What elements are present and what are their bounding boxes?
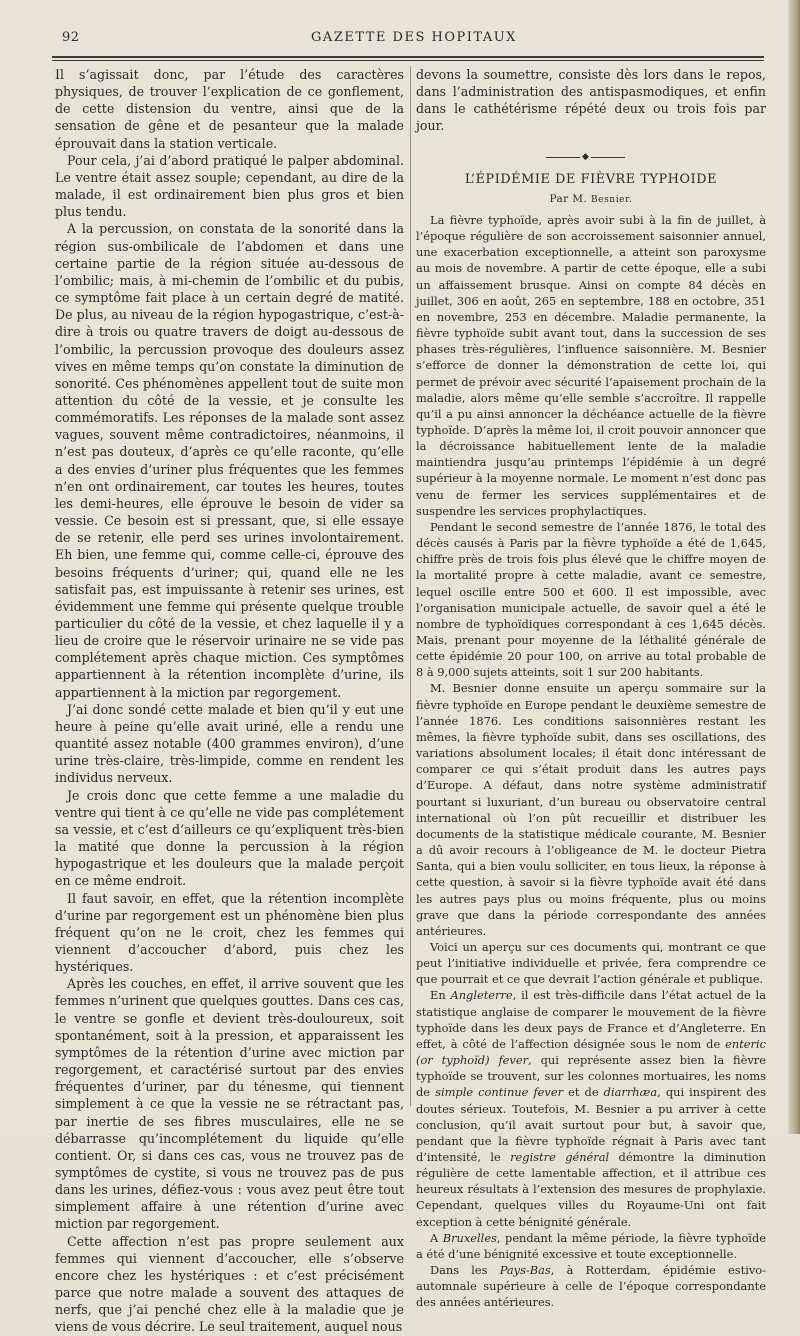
paragraph: Pour cela, j’ai d’abord pratiqué le palper abdominal. Le ventre était assez souple; cependant, au dire de la malade, il est ordinairement bien plus gros et bien plus tendu. [55, 152, 404, 220]
paragraph: Je crois donc que cette femme a une maladie du ventre qui tient à ce qu’elle ne vide pas complétement sa vessie, et c’est d’ailleurs ce qu’expliquent très-bien la matité que donne la percussion à la région hypogastrique et les douleurs que la malade perçoit en ce même endroit. [55, 787, 404, 889]
right-column [416, 66, 766, 1311]
article-title: L’ÉPIDÉMIE DE FIÈVRE TYPHOIDE [464, 171, 718, 187]
header-rule-thick [52, 56, 764, 58]
text-run: , à Rotterdam, épidémie estivo-automnale supérieure à celle de l’époque correspondante des années antérieures. [416, 1263, 767, 1310]
paragraph: J’ai donc sondé cette malade et bien qu’il y eut une heure à peine qu’elle avait uriné, elle a rendu une quantité assez notable (400 grammes environ), d’une urine très-claire, très-limpide, comme en rendent les individus nerveux. [55, 701, 404, 786]
paragraph-lowlands [416, 1262, 766, 1310]
article-byline [416, 191, 766, 208]
paragraph: Cette affection n’est pas propre seulement aux femmes qui viennent d’accoucher, elle s’observe encore chez les hystériques : et c’est précisément parce que notre malade a souvent des attaques de nerfs, que j’ai penché chez elle à la maladie que je viens de vous décrire. Le seul traitement, auquel nous [55, 1233, 404, 1335]
paragraph: Il s’agissait donc, par l’étude des caractères physiques, de trouver l’explication de ce gonflement, de cette distension du ventre, ainsi que de la sensation de gêne et de pesanteur que la malade éprouvait dans la station verticale. [55, 67, 404, 151]
page-header [52, 30, 776, 52]
paragraph: Pendant le second semestre de l’année 1876, le total des décès causés à Paris par la fièvre typhoïde a été de 1,645, chiffre près de trois fois plus élevé que le chiffre moyen de la mortalité propre à cette maladie, avant ce semestre, lequel oscille entre 500 et 600. Il est impossible, avec l’organisation municipale actuelle, de savoir quel a été le nombre de typhoïdiques correspondant à ces 1,645 décès. Mais, prenant pour moyenne de la léthalité générale de cette épidémie 20 pour 100, on arrive au total probable de 8 à 9,000 sujets atteints, soit 1 sur 200 habitants. [416, 519, 766, 680]
column-divider [410, 66, 411, 1106]
page-number: 92 [62, 30, 80, 45]
text-run: démontre la diminution régulière de cette lamentable affection, et il attribue ces heureux résultats à l’extension des mesures de prophylaxie. Cependant, quelques villes du Royaume-Uni ont fait exception à cette bénignité générale. [416, 1150, 766, 1229]
text-run: et de [563, 1085, 604, 1100]
text-run: , il est très-difficile dans l’état actuel de la statistique anglaise de comparer le mouvement de la fièvre typhoïde dans les deux pays de France et d’Angleterre. En effet, à côté de l’affection désignée sous le nom de [416, 988, 766, 1051]
byline-prefix: Par M. [549, 192, 588, 205]
header-rule-thin [52, 60, 764, 61]
continuation-paragraph: devons la soumettre, consiste dès lors dans le repos, dans l’administration des antispasmodiques, et enfin dans le cathétérisme répété deux ou trois fois par jour. [416, 67, 766, 134]
left-column [55, 66, 404, 1336]
separator-line [546, 157, 580, 158]
term: registre général [510, 1150, 610, 1164]
paragraph: Il faut savoir, en effet, que la rétention incomplète d’urine par regorgement est un phénomène bien plus fréquent qu’on ne le croit, chez les femmes qui viennent d’accoucher d’abord, puis chez les hystériques. [55, 890, 404, 975]
book-spine-edge [788, 0, 800, 1134]
paragraph: Après les couches, en effet, il arrive souvent que les femmes n’urinent que quelques gouttes. Dans ces cas, le ventre se gonfle et devient très-douloureux, soit spontanément, soit à la pression, et apparaissent les symptômes de la rétention d’urine avec miction par regorgement, et caractérisé surtout par des envies fréquentes d’uriner, par du ténesme, qui tiennent simplement à ce que la vessie ne se rétractant pas, par inertie de ses fibres musculaires, elle ne se débarrasse qu’incomplétement du liquide qu’elle contient. Or, si dans ces cas, vous ne trouvez pas de symptômes de cystite, si vous ne trouvez pas de pus dans les urines, défiez-vous : vous avez peut être tout simplement affaire à une rétention d’urine avec miction par regorgement. [55, 976, 404, 1232]
paragraph-england [416, 987, 766, 1229]
place-name: Bruxelles [442, 1230, 497, 1245]
section-separator [416, 152, 766, 162]
diamond-ornament-icon: ◆ [582, 151, 589, 162]
term: diarrhæa [603, 1085, 658, 1100]
text-run: , qui inspirent des doutes sérieux. Toutefois, M. Besnier a pu arriver à cette conclusion, qu’il avait surtout pour but, à savoir que, pendant que la fièvre typhoïde régnait à Paris avec tant d’intensité, le [416, 1085, 766, 1164]
paragraph: Voici un aperçu sur ces documents qui, montrant ce que peut l’initiative individuelle et privée, fera comprendre ce que pourrait et ce que devrait l’action générale et publique. [416, 939, 766, 987]
place-name: Pays-Bas [499, 1263, 551, 1278]
place-name: Angleterre [450, 988, 513, 1003]
author-name: Besnier. [590, 194, 633, 205]
paragraph-brussels [416, 1230, 766, 1262]
text-run: , pendant la même période, la fièvre typhoïde a été d’une bénignité excessive et toute exceptionnelle. [416, 1230, 766, 1261]
journal-title: GAZETTE DES HOPITAUX [311, 30, 517, 45]
paragraph: M. Besnier donne ensuite un aperçu sommaire sur la fièvre typhoïde en Europe pendant le deuxième semestre de l’année 1876. Les conditions saisonnières restant les mêmes, la fièvre typhoïde subit, dans ses oscillations, des variations absolument locales; il était donc intéressant de comparer ce qui s’était produit dans les autres pays d’Europe. A défaut, dans notre système administratif pourtant si luxuriant, d’un bureau ou observatoire central international où l’on pût recueillir et distribuer les documents de la statistique médicale courante, M. Besnier a dû avoir recours à l’obligeance de M. le docteur Pietra Santa, qui a bien voulu solliciter, en tous lieux, la réponse à cette question, à savoir si la fièvre typhoïde avait été dans les autres pays plus ou moins fréquente, plus ou moins grave que dans la période correspondante des années antérieures. [416, 681, 766, 938]
term: enteric (or typhoïd) fever [416, 1036, 766, 1068]
text-run: En [430, 988, 451, 1003]
text-run: , qui représente assez bien la fièvre typhoïde se trouvent, sur les colonnes mortuaires, les noms de [416, 1053, 766, 1100]
paragraph: A la percussion, on constata de la sonorité dans la région sus-ombilicale de l’abdomen et dans une certaine partie de la région située au-dessous de l’ombilic; mais, à mi-chemin de l’ombilic et du pubis, ce symptôme fait place à un certain degré de matité. De plus, au niveau de la région hypogastrique, c’est-à-dire à trois ou quatre travers de doigt au-dessous de l’ombilic, la percussion provoque des douleurs assez vives en même temps qu’on constate la diminution de sonorité. Ces phénomènes appellent tout de suite mon attention du côté de la vessie, et je consulte les commémoratifs. Les réponses de la malade sont assez vagues, souvent même contradictoires, néanmoins, il n’est pas douteux, d’après ce qu’elle raconte, qu’elle a des envies d’uriner plus fréquentes que les femmes n’en ont ordinairement, car toutes les heures, toutes les demi-heures, elle éprouve le besoin de vider sa vessie. Ce besoin est si pressant, que, si elle essaye de se retenir, elle perd ses urines involontairement. Eh bien, une femme qui, comme celle-ci, éprouve des besoins fréquents d’uriner; qui, quand elle ne les satisfait pas, est impuissante à retenir ses urines, est évidemment une femme qui présente quelque trouble particulier du côté de la vessie, et chez laquelle il y a lieu de croire que le réservoir urinaire ne se vide pas complétement après chaque miction. Ces symptômes appartiennent à la rétention incomplète d’urine, ils appartiennent à la miction par regorgement. [55, 221, 404, 700]
separator-line [591, 157, 625, 158]
paragraph: La fièvre typhoïde, après avoir subi à la fin de juillet, à l’époque régulière de son accroissement saisonnier annuel, une exacerbation exceptionnelle, a atteint son paroxysme au mois de novembre. A partir de cette époque, elle a subi un affaissement brusque. Ainsi on compte 84 décès en juillet, 306 en août, 265 en septembre, 188 en octobre, 351 en novembre, 253 en décembre. Maladie permanente, la fièvre typhoïde subit avant tout, dans la succession de ses phases très-régulières, l’influence saisonnière. M. Besnier s’efforce de donner la démonstration de cette loi, qui permet de prévoir avec sécurité l’apaisement prochain de la maladie, alors même qu’elle semble s’accroître. Il rappelle qu’il a pu ainsi annoncer la déchéance actuelle de la fièvre typhoïde. D’après la même loi, il croit pouvoir annoncer que la décroissance habituellement lente de la maladie maintiendra jusqu’au printemps l’épidémie à un degré supérieur à la moyenne normale. Le moment n’est donc pas venu de fermer les services supplémentaires et de suspendre les services prophylactiques. [416, 212, 766, 518]
term: simple continue fever [435, 1085, 564, 1100]
text-run: A [430, 1230, 443, 1245]
text-run: Dans les [430, 1263, 500, 1278]
